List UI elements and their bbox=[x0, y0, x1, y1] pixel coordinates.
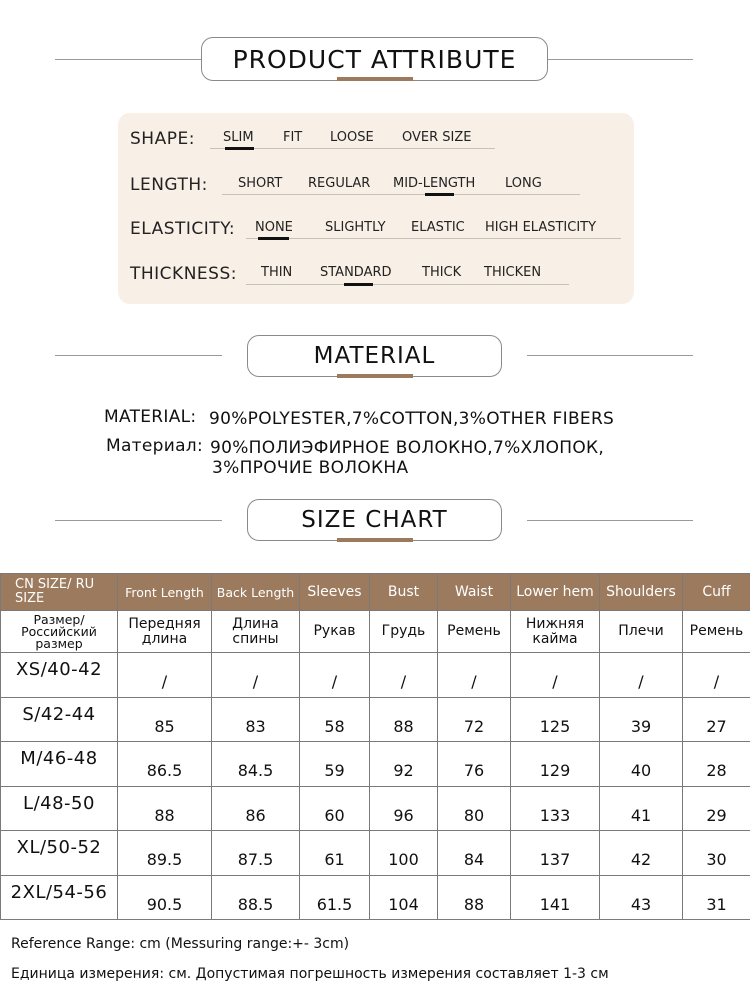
divider-line-left bbox=[55, 520, 222, 521]
reference-range-note: Reference Range: cm (Messuring range:+- 3cm) bbox=[11, 936, 350, 952]
table-cell: 86 bbox=[212, 786, 300, 831]
size-chart-table bbox=[0, 573, 750, 920]
table-cell: 137 bbox=[511, 831, 600, 876]
table-cell: / bbox=[600, 653, 683, 698]
table-header-cell: Bust bbox=[370, 574, 438, 611]
table-cell: 80 bbox=[438, 786, 511, 831]
table-cell: 61.5 bbox=[300, 875, 370, 920]
attr-row-line bbox=[246, 238, 621, 239]
table-cell: 141 bbox=[511, 875, 600, 920]
table-cell: 104 bbox=[370, 875, 438, 920]
section-title-material: MATERIAL bbox=[247, 335, 502, 377]
table-header-cell: Back Length bbox=[212, 574, 300, 611]
table-cell: 84.5 bbox=[212, 742, 300, 787]
attr-option: LOOSE bbox=[330, 130, 374, 145]
table-cell: 96 bbox=[370, 786, 438, 831]
attr-label-thickness: THICKNESS: bbox=[130, 264, 237, 284]
table-cell: 42 bbox=[600, 831, 683, 876]
table-cell: 129 bbox=[511, 742, 600, 787]
size-cell: XL/50-52 bbox=[1, 831, 118, 876]
attr-option: SLIGHTLY bbox=[325, 220, 386, 235]
divider-line-right bbox=[548, 59, 693, 60]
table-cell: 88.5 bbox=[212, 875, 300, 920]
table-cell: 85 bbox=[118, 697, 212, 742]
attr-selected-marker bbox=[258, 237, 289, 240]
table-header-cell: Нижняя кайма bbox=[511, 611, 600, 653]
table-header-cell: Плечи bbox=[600, 611, 683, 653]
attr-option: STANDARD bbox=[320, 265, 392, 280]
attr-label-length: LENGTH: bbox=[130, 175, 208, 195]
material-value-en: 90%POLYESTER,7%COTTON,3%OTHER FIBERS bbox=[209, 409, 615, 429]
table-cell: / bbox=[118, 653, 212, 698]
table-cell: / bbox=[511, 653, 600, 698]
attr-row-line bbox=[246, 284, 569, 285]
table-header-cell: Waist bbox=[438, 574, 511, 611]
section-title-attribute: PRODUCT ATTRIBUTE bbox=[201, 37, 548, 81]
table-cell: 39 bbox=[600, 697, 683, 742]
table-header-cell: Размер/ Российский размер bbox=[1, 611, 118, 653]
table-cell: 89.5 bbox=[118, 831, 212, 876]
table-cell: 41 bbox=[600, 786, 683, 831]
table-cell: / bbox=[683, 653, 750, 698]
table-cell: 88 bbox=[118, 786, 212, 831]
table-cell: 92 bbox=[370, 742, 438, 787]
table-row bbox=[1, 653, 750, 698]
table-cell: 125 bbox=[511, 697, 600, 742]
table-header-row-en bbox=[1, 574, 750, 611]
table-cell: 133 bbox=[511, 786, 600, 831]
table-cell: 30 bbox=[683, 831, 750, 876]
attr-option: HIGH ELASTICITY bbox=[485, 220, 597, 235]
material-value-ru-line1: 90%ПОЛИЭФИРНОЕ ВОЛОКНО,7%ХЛОПОК, bbox=[210, 438, 605, 458]
table-cell: 61 bbox=[300, 831, 370, 876]
attr-selected-marker bbox=[344, 283, 373, 286]
table-row bbox=[1, 875, 750, 920]
table-cell: 86.5 bbox=[118, 742, 212, 787]
table-cell: 43 bbox=[600, 875, 683, 920]
table-cell: 58 bbox=[300, 697, 370, 742]
table-cell: 27 bbox=[683, 697, 750, 742]
attr-selected-marker bbox=[225, 147, 254, 150]
table-header-row-ru bbox=[1, 611, 750, 653]
attr-label-elasticity: ELASTICITY: bbox=[130, 219, 236, 239]
attr-option: LONG bbox=[505, 176, 542, 191]
divider-line-right bbox=[527, 520, 693, 521]
table-header-cell: Ремень bbox=[683, 611, 750, 653]
table-header-cell: Длина спины bbox=[212, 611, 300, 653]
title-accent-bar bbox=[337, 374, 413, 378]
table-cell: / bbox=[438, 653, 511, 698]
material-value-ru-line2: 3%ПРОЧИЕ ВОЛОКНА bbox=[212, 458, 409, 478]
table-row bbox=[1, 831, 750, 876]
attr-option: SLIM bbox=[223, 130, 254, 145]
attr-row-line bbox=[222, 194, 580, 195]
table-cell: 83 bbox=[212, 697, 300, 742]
attr-option: NONE bbox=[255, 220, 293, 235]
table-header-cell: Sleeves bbox=[300, 574, 370, 611]
title-accent-bar bbox=[337, 538, 413, 542]
table-cell: 100 bbox=[370, 831, 438, 876]
attr-option: SHORT bbox=[238, 176, 283, 191]
material-label-ru: Материал: bbox=[106, 436, 203, 456]
table-header-cell: Передняя длина bbox=[118, 611, 212, 653]
size-cell: XS/40-42 bbox=[1, 653, 118, 698]
attr-label-shape: SHAPE: bbox=[130, 129, 195, 149]
table-cell: 76 bbox=[438, 742, 511, 787]
attr-selected-marker bbox=[425, 193, 454, 196]
section-title-size-chart: SIZE CHART bbox=[247, 499, 502, 541]
attr-option: FIT bbox=[283, 130, 303, 145]
attr-option: ELASTIC bbox=[411, 220, 465, 235]
size-cell: M/46-48 bbox=[1, 742, 118, 787]
attr-option: MID-LENGTH bbox=[393, 176, 476, 191]
divider-line-left bbox=[55, 355, 222, 356]
size-cell: L/48-50 bbox=[1, 786, 118, 831]
table-cell: 84 bbox=[438, 831, 511, 876]
attribute-panel bbox=[118, 113, 634, 304]
divider-line-left bbox=[55, 59, 205, 60]
table-header-cell: Рукав bbox=[300, 611, 370, 653]
table-row bbox=[1, 697, 750, 742]
table-header-cell: Shoulders bbox=[600, 574, 683, 611]
material-label-en: MATERIAL: bbox=[104, 407, 197, 427]
attr-option: THIN bbox=[261, 265, 293, 280]
table-cell: 28 bbox=[683, 742, 750, 787]
attr-option: OVER SIZE bbox=[402, 130, 472, 145]
table-cell: 60 bbox=[300, 786, 370, 831]
table-cell: 29 bbox=[683, 786, 750, 831]
table-row bbox=[1, 742, 750, 787]
size-cell: S/42-44 bbox=[1, 697, 118, 742]
table-cell: / bbox=[212, 653, 300, 698]
attr-option: THICK bbox=[422, 265, 462, 280]
table-header-cell: Ремень bbox=[438, 611, 511, 653]
size-cell: 2XL/54-56 bbox=[1, 875, 118, 920]
attr-option: REGULAR bbox=[308, 176, 371, 191]
table-header-cell: Грудь bbox=[370, 611, 438, 653]
table-row bbox=[1, 786, 750, 831]
attr-option: THICKEN bbox=[484, 265, 542, 280]
title-accent-bar bbox=[337, 77, 413, 81]
table-cell: / bbox=[370, 653, 438, 698]
table-cell: 72 bbox=[438, 697, 511, 742]
table-cell: 40 bbox=[600, 742, 683, 787]
table-cell: 88 bbox=[438, 875, 511, 920]
table-cell: 90.5 bbox=[118, 875, 212, 920]
table-cell: 88 bbox=[370, 697, 438, 742]
measurement-unit-note-ru: Единица измерения: см. Допустимая погрешность измерения составляет 1-3 см bbox=[11, 966, 609, 982]
table-header-cell: CN SIZE/ RU SIZE bbox=[1, 574, 118, 611]
table-cell: / bbox=[300, 653, 370, 698]
table-header-cell: Cuff bbox=[683, 574, 750, 611]
divider-line-right bbox=[527, 355, 693, 356]
table-cell: 59 bbox=[300, 742, 370, 787]
table-cell: 31 bbox=[683, 875, 750, 920]
table-header-cell: Front Length bbox=[118, 574, 212, 611]
table-header-cell: Lower hem bbox=[511, 574, 600, 611]
table-cell: 87.5 bbox=[212, 831, 300, 876]
